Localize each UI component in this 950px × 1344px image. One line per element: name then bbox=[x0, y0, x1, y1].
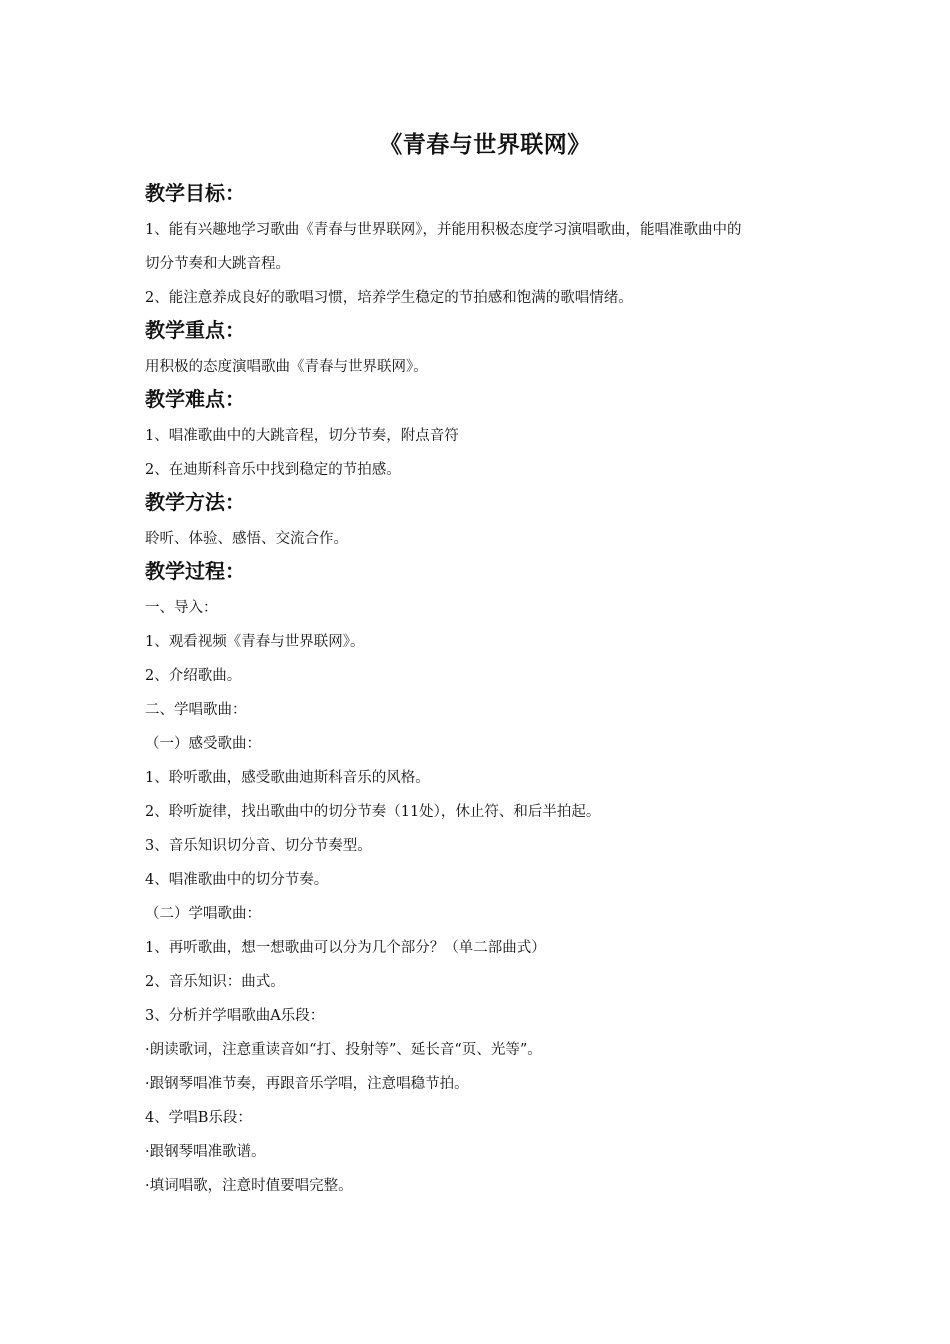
paragraph-line: 4、唱准歌曲中的切分节奏。 bbox=[145, 872, 329, 888]
section-heading: 教学方法： bbox=[145, 490, 245, 514]
paragraph-line: 聆听、体验、感悟、交流合作。 bbox=[145, 531, 348, 547]
paragraph-line: 二、学唱歌曲： bbox=[145, 702, 247, 718]
section-process bbox=[145, 558, 825, 1203]
paragraph-line: 1、观看视频《青春与世界联网》。 bbox=[145, 634, 365, 650]
paragraph-line: 3、分析并学唱歌曲A乐段： bbox=[145, 1008, 325, 1024]
section-heading: 教学过程： bbox=[145, 559, 245, 583]
paragraph-line: 1、能有兴趣地学习歌曲《青春与世界联网》，并能用积极态度学习演唱歌曲，能唱准歌曲中的 bbox=[145, 222, 742, 238]
paragraph-line: ·朗读歌词，注意重读音如“打、投射等”、延长音“页、光等”。 bbox=[145, 1042, 542, 1058]
paragraph-line: 一、导入： bbox=[145, 600, 218, 616]
section-objectives bbox=[145, 180, 825, 315]
paragraph-line: 1、唱准歌曲中的大跳音程，切分节奏，附点音符 bbox=[145, 428, 459, 444]
paragraph-line: （一）感受歌曲： bbox=[145, 736, 261, 752]
paragraph-line: 2、介绍歌曲。 bbox=[145, 668, 242, 684]
paragraph-line: 1、聆听歌曲，感受歌曲迪斯科音乐的风格。 bbox=[145, 770, 430, 786]
paragraph-line: ·跟钢琴唱准歌谱。 bbox=[145, 1144, 266, 1160]
paragraph-line: 1、再听歌曲，想一想歌曲可以分为几个部分？（单二部曲式） bbox=[145, 940, 546, 956]
paragraph-line: ·填词唱歌，注意时值要唱完整。 bbox=[145, 1178, 353, 1194]
document-page bbox=[145, 130, 825, 1205]
paragraph-line: ·跟钢琴唱准节奏，再跟音乐学唱，注意唱稳节拍。 bbox=[145, 1076, 469, 1092]
paragraph-line: 2、能注意养成良好的歌唱习惯，培养学生稳定的节拍感和饱满的歌唱情绪。 bbox=[145, 290, 633, 306]
section-difficulties bbox=[145, 386, 825, 487]
paragraph-line: 用积极的态度演唱歌曲《青春与世界联网》。 bbox=[145, 359, 428, 375]
document-title: 《青春与世界联网》 bbox=[379, 132, 591, 158]
paragraph-line: 切分节奏和大跳音程。 bbox=[145, 256, 290, 272]
paragraph-line: 3、音乐知识切分音、切分节奏型。 bbox=[145, 838, 372, 854]
section-methods bbox=[145, 489, 825, 556]
section-heading: 教学难点： bbox=[145, 387, 245, 411]
paragraph-line: 2、在迪斯科音乐中找到稳定的节拍感。 bbox=[145, 462, 401, 478]
paragraph-line: 2、聆听旋律，找出歌曲中的切分节奏（11处），休止符、和后半拍起。 bbox=[145, 804, 601, 820]
section-key-points bbox=[145, 317, 825, 384]
section-heading: 教学重点： bbox=[145, 318, 245, 342]
paragraph-line: 2、音乐知识：曲式。 bbox=[145, 974, 285, 990]
paragraph-line: （二）学唱歌曲： bbox=[145, 906, 261, 922]
section-heading: 教学目标： bbox=[145, 181, 245, 205]
paragraph-line: 4、学唱B乐段： bbox=[145, 1110, 252, 1126]
